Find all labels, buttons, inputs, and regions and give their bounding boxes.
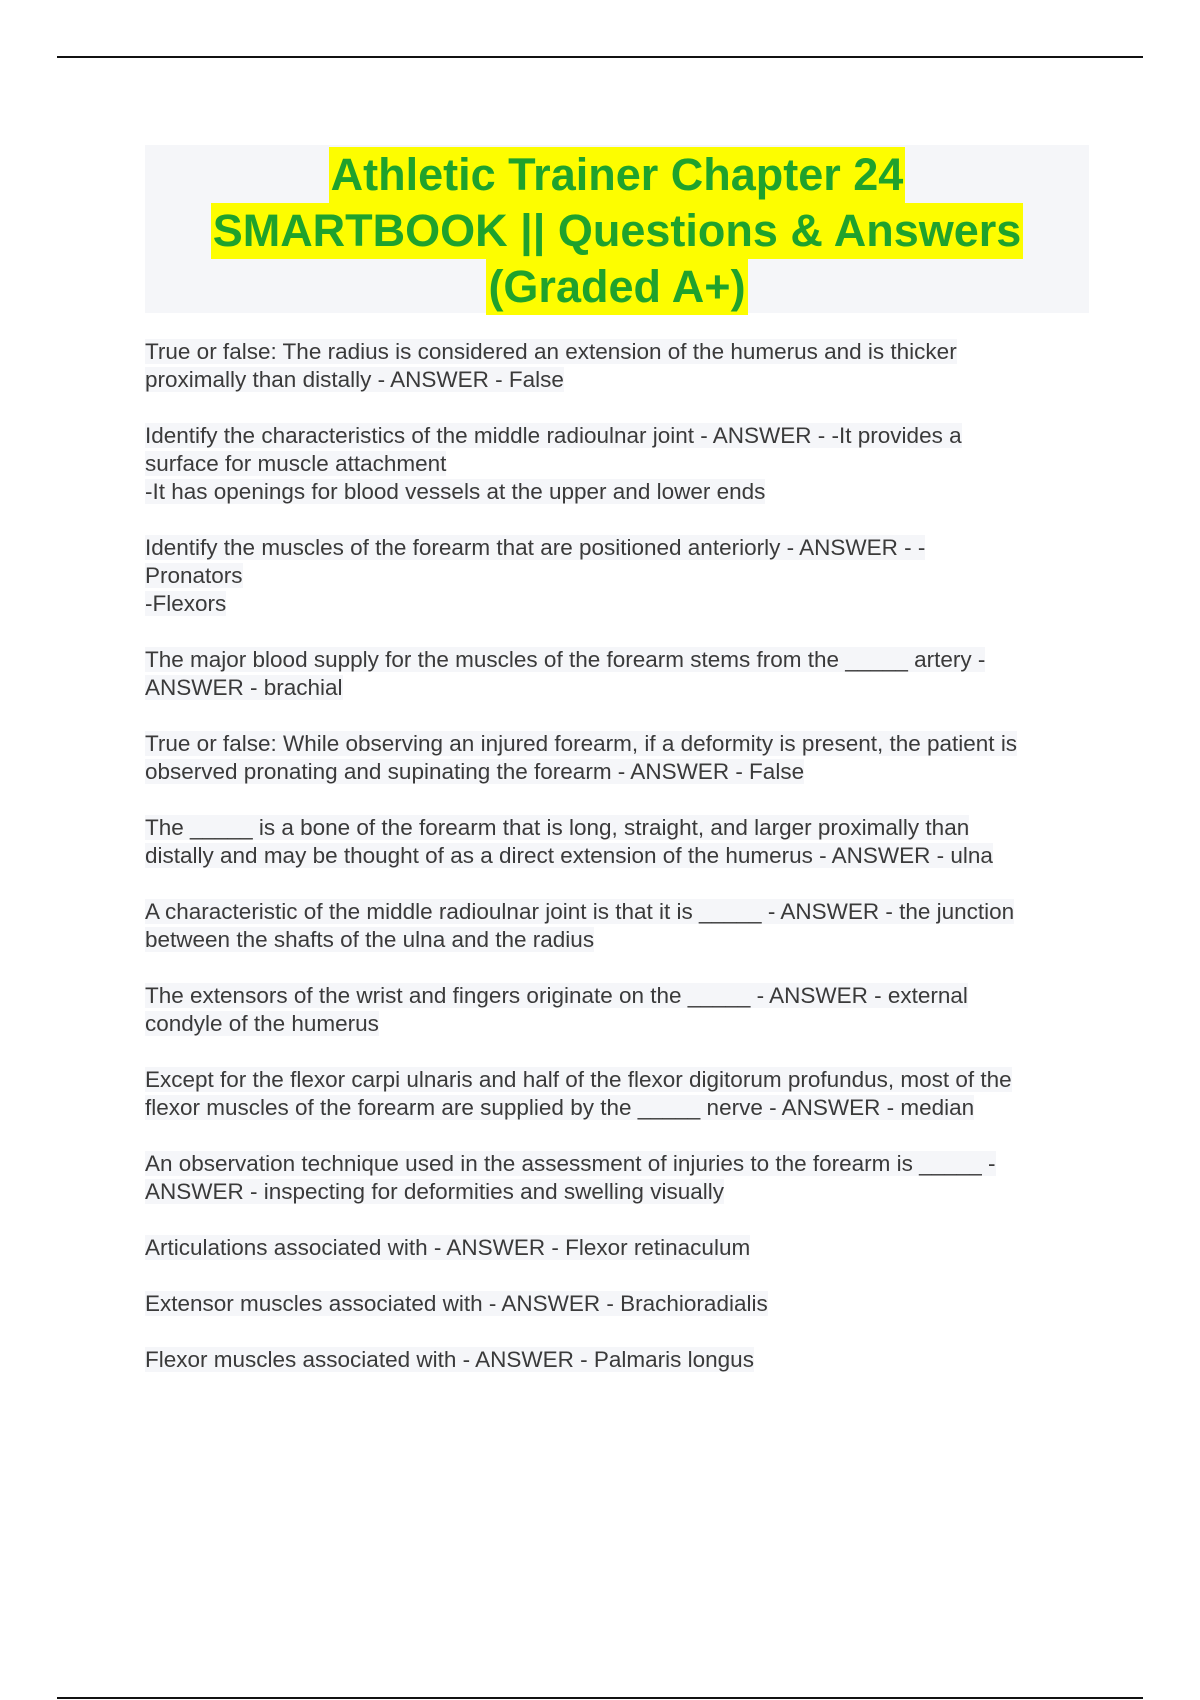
qa-line-text: surface for muscle attachment [145, 451, 447, 476]
qa-item [145, 1150, 1090, 1206]
qa-line [145, 534, 1090, 562]
qa-line-text: True or false: While observing an injured forearm, if a deformity is present, the patient is [145, 731, 1018, 756]
qa-line-text: The _____ is a bone of the forearm that is long, straight, and larger proximally than [145, 815, 970, 840]
qa-item [145, 534, 1090, 618]
title-line-2 [145, 203, 1089, 259]
qa-line-text: Identify the muscles of the forearm that are positioned anteriorly - ANSWER - - [145, 535, 926, 560]
qa-line-text: -It has openings for blood vessels at the upper and lower ends [145, 479, 766, 504]
qa-item [145, 982, 1090, 1038]
title-text: (Graded A+) [486, 259, 747, 315]
qa-line [145, 338, 1090, 366]
qa-line [145, 1094, 1090, 1122]
qa-line-text: -Flexors [145, 591, 227, 616]
top-rule [57, 56, 1143, 58]
qa-line-text: Articulations associated with - ANSWER - Flexor retinaculum [145, 1235, 751, 1260]
qa-item [145, 1066, 1090, 1122]
qa-line-text: proximally than distally - ANSWER - False [145, 367, 564, 392]
qa-line-text: Flexor muscles associated with - ANSWER - Palmaris longus [145, 1347, 754, 1372]
qa-line [145, 982, 1090, 1010]
qa-line [145, 758, 1090, 786]
qa-line-text: The major blood supply for the muscles of the forearm stems from the _____ artery - [145, 647, 986, 672]
qa-line [145, 814, 1090, 842]
qa-line [145, 422, 1090, 450]
qa-line-text: Pronators [145, 563, 243, 588]
qa-line-text: Except for the flexor carpi ulnaris and half of the flexor digitorum profundus, most of the [145, 1067, 1012, 1092]
qa-line [145, 1346, 1090, 1374]
title-text: Athletic Trainer Chapter 24 [329, 147, 906, 203]
title-line-3 [145, 259, 1089, 315]
qa-line-text: The extensors of the wrist and fingers originate on the _____ - ANSWER - external [145, 983, 968, 1008]
qa-line-text: Extensor muscles associated with - ANSWER - Brachioradialis [145, 1291, 768, 1316]
qa-item [145, 1290, 1090, 1318]
bottom-rule [57, 1697, 1143, 1699]
qa-line-text: Identify the characteristics of the middle radioulnar joint - ANSWER - -It provides a [145, 423, 962, 448]
qa-item [145, 1346, 1090, 1374]
qa-line [145, 898, 1090, 926]
qa-item [145, 730, 1090, 786]
qa-line [145, 1010, 1090, 1038]
title-line-1 [145, 147, 1089, 203]
qa-line [145, 646, 1090, 674]
qa-line-text: True or false: The radius is considered an extension of the humerus and is thicker [145, 339, 957, 364]
qa-line [145, 1234, 1090, 1262]
qa-line [145, 674, 1090, 702]
qa-line [145, 562, 1090, 590]
qa-line-text: flexor muscles of the forearm are supplied by the _____ nerve - ANSWER - median [145, 1095, 975, 1120]
qa-line [145, 842, 1090, 870]
title-block [145, 145, 1089, 313]
qa-line [145, 1290, 1090, 1318]
qa-line-text: distally and may be thought of as a direct extension of the humerus - ANSWER - ulna [145, 843, 993, 868]
qa-line-text: A characteristic of the middle radioulnar joint is that it is _____ - ANSWER - the junction [145, 899, 1015, 924]
qa-line [145, 478, 1090, 506]
qa-line-text: An observation technique used in the assessment of injuries to the forearm is _____ - [145, 1151, 996, 1176]
qa-item [145, 646, 1090, 702]
qa-line [145, 1066, 1090, 1094]
qa-line [145, 366, 1090, 394]
qa-line-text: ANSWER - brachial [145, 675, 343, 700]
qa-line [145, 1150, 1090, 1178]
qa-item [145, 814, 1090, 870]
qa-list [145, 338, 1090, 1402]
qa-line [145, 590, 1090, 618]
qa-item [145, 1234, 1090, 1262]
title-text: SMARTBOOK || Questions & Answers [211, 203, 1024, 259]
qa-item [145, 898, 1090, 954]
qa-line-text: observed pronating and supinating the forearm - ANSWER - False [145, 759, 805, 784]
qa-line-text: condyle of the humerus [145, 1011, 379, 1036]
qa-line [145, 730, 1090, 758]
qa-line-text: ANSWER - inspecting for deformities and swelling visually [145, 1179, 724, 1204]
qa-line [145, 926, 1090, 954]
qa-line [145, 1178, 1090, 1206]
qa-line [145, 450, 1090, 478]
qa-item [145, 422, 1090, 506]
qa-item [145, 338, 1090, 394]
qa-line-text: between the shafts of the ulna and the radius [145, 927, 595, 952]
